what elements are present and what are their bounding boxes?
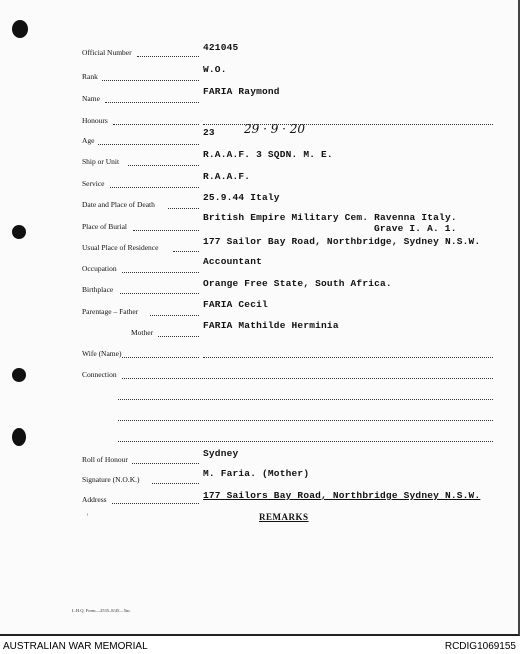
value-occupation: Accountant [203, 256, 263, 267]
dotted-line [152, 483, 199, 484]
label-roll-of-honour: Roll of Honour [82, 455, 128, 464]
label-mother: Mother [131, 328, 154, 337]
label-signature: Signature (N.O.K.) [82, 475, 140, 484]
dotted-line [110, 187, 199, 188]
value-birthplace: Orange Free State, South Africa. [203, 278, 392, 289]
value-age: 23 [203, 127, 215, 138]
archive-caption: AUSTRALIAN WAR MEMORIAL [3, 641, 148, 652]
value-place-of-burial: British Empire Military Cem. Ravenna Italy. [203, 212, 457, 223]
dotted-line [122, 272, 199, 273]
value-mother: FARIA Mathilde Herminia [203, 320, 339, 331]
value-signature: M. Faria. (Mother) [203, 468, 310, 479]
dotted-line [168, 208, 199, 209]
dotted-line [118, 420, 493, 421]
label-age: Age [82, 136, 95, 145]
dotted-line [122, 357, 199, 358]
label-date-place-death: Date and Place of Death [82, 200, 155, 209]
label-name: Name [82, 94, 100, 103]
value-rank: W.O. [203, 64, 227, 75]
dotted-line [203, 357, 493, 358]
punch-hole-middle [12, 368, 26, 382]
dotted-line [118, 399, 493, 400]
dotted-line [120, 293, 199, 294]
label-address: Address [82, 495, 107, 504]
label-connection: Connection [82, 370, 117, 379]
value-usual-residence: 177 Sailor Bay Road, Northbridge, Sydney N.S.W. [203, 236, 481, 247]
label-service: Service [82, 179, 105, 188]
dotted-line [113, 124, 199, 125]
handwritten-birthdate: 29 · 9 · 20 [244, 122, 306, 136]
dotted-line [132, 463, 199, 464]
dotted-line [122, 378, 493, 379]
dotted-line [150, 315, 199, 316]
dotted-line [112, 503, 199, 504]
punch-hole-top [12, 20, 28, 38]
value-father: FARIA Cecil [203, 299, 268, 310]
dotted-line [158, 336, 199, 337]
dotted-line [102, 80, 199, 81]
dotted-line [98, 144, 199, 145]
value-ship-or-unit: R.A.A.F. 3 SQDN. M. E. [203, 149, 333, 160]
dotted-line [137, 56, 199, 57]
label-birthplace: Birthplace [82, 285, 114, 294]
label-honours: Honours [82, 116, 108, 125]
dotted-line [133, 230, 199, 231]
value-date-place-death: 25.9.44 Italy [203, 192, 280, 203]
label-occupation: Occupation [82, 264, 117, 273]
archive-reference: RCDIG1069155 [444, 641, 516, 652]
value-address: 177 Sailors Bay Road, Northbridge Sydney N.S.W. [203, 490, 481, 501]
label-usual-residence: Usual Place of Residence [82, 243, 159, 252]
dotted-line [118, 441, 493, 442]
label-official-number: Official Number [82, 48, 132, 57]
form-code: L.H.Q. Form—2535–8/45—5m. [72, 608, 131, 613]
dotted-line [128, 165, 199, 166]
label-rank: Rank [82, 72, 98, 81]
punch-hole-upper [12, 225, 26, 239]
pen-mark: ˒ [86, 508, 89, 518]
value-service: R.A.A.F. [203, 171, 251, 182]
dotted-line [105, 102, 199, 103]
label-ship-or-unit: Ship or Unit [82, 157, 120, 166]
dotted-line [173, 251, 199, 252]
value-official-number: 421045 [203, 42, 239, 53]
remarks-heading: REMARKS [259, 512, 309, 522]
label-wife: Wife (Name) [82, 349, 122, 358]
punch-hole-lower [12, 428, 26, 446]
label-parentage-father: Parentage – Father [82, 307, 139, 316]
label-place-of-burial: Place of Burial [82, 222, 127, 231]
value-grave: Grave I. A. 1. [374, 223, 457, 234]
value-roll-of-honour: Sydney [203, 448, 239, 459]
value-name: FARIA Raymond [203, 86, 280, 97]
